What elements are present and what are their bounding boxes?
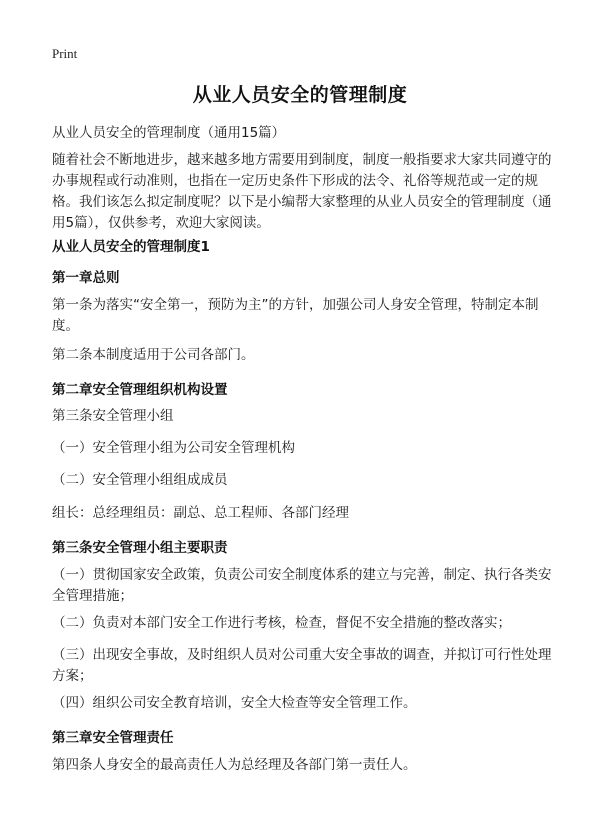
document-subtitle: 从业人员安全的管理制度（通用15篇） [52, 125, 286, 141]
chapter-heading: 第三章安全管理责任 [52, 730, 174, 746]
article-paragraph: 第一条为落实“安全第一，预防为主”的方针，加强公司人身安全管理，特制定本制度。 [52, 297, 539, 334]
article-paragraph: 第四条人身安全的最高责任人为总经理及各部门第一责任人。 [52, 757, 417, 773]
intro-paragraph: 随着社会不断地进步，越来越多地方需要用到制度，制度一般指要求大家共同遵守的办事规程或行动准则，也指在一定历史条件下形成的法令、礼俗等规范或一定的规格。我们该怎么拟定制度呢？以下是小编帮大家整理的从业人员安全的管理制度（通用5篇），仅供参考，欢迎大家阅读。 [52, 152, 552, 231]
duty-item: （二）负责对本部门安全工作进行考核，检查，督促不安全措施的整改落实； [52, 615, 511, 631]
list-item: （二）安全管理小组组成成员 [52, 472, 228, 488]
chapter-heading: 第二章安全管理组织机构设置 [52, 382, 228, 398]
chapter-heading: 第一章总则 [52, 270, 120, 286]
duties-heading: 第三条安全管理小组主要职责 [52, 540, 228, 556]
article-paragraph: 第三条安全管理小组 [52, 408, 174, 424]
article-paragraph: 第二条本制度适用于公司各部门。 [52, 347, 255, 363]
section-heading: 从业人员安全的管理制度1 [52, 239, 210, 255]
duty-item: （三）出现安全事故，及时组织人员对公司重大安全事故的调查，并拟订可行性处理方案； [52, 647, 552, 684]
list-item: （一）安全管理小组为公司安全管理机构 [52, 440, 295, 456]
members-paragraph: 组长：总经理组员：副总、总工程师、各部门经理 [52, 505, 349, 521]
duty-item: （四）组织公司安全教育培训，安全大检查等安全管理工作。 [52, 695, 417, 711]
print-label: Print [52, 46, 78, 61]
page-title: 从业人员安全的管理制度 [192, 84, 408, 106]
duty-item: （一）贯彻国家安全政策，负责公司安全制度体系的建立与完善，制定、执行各类安全管理措施； [52, 567, 552, 604]
